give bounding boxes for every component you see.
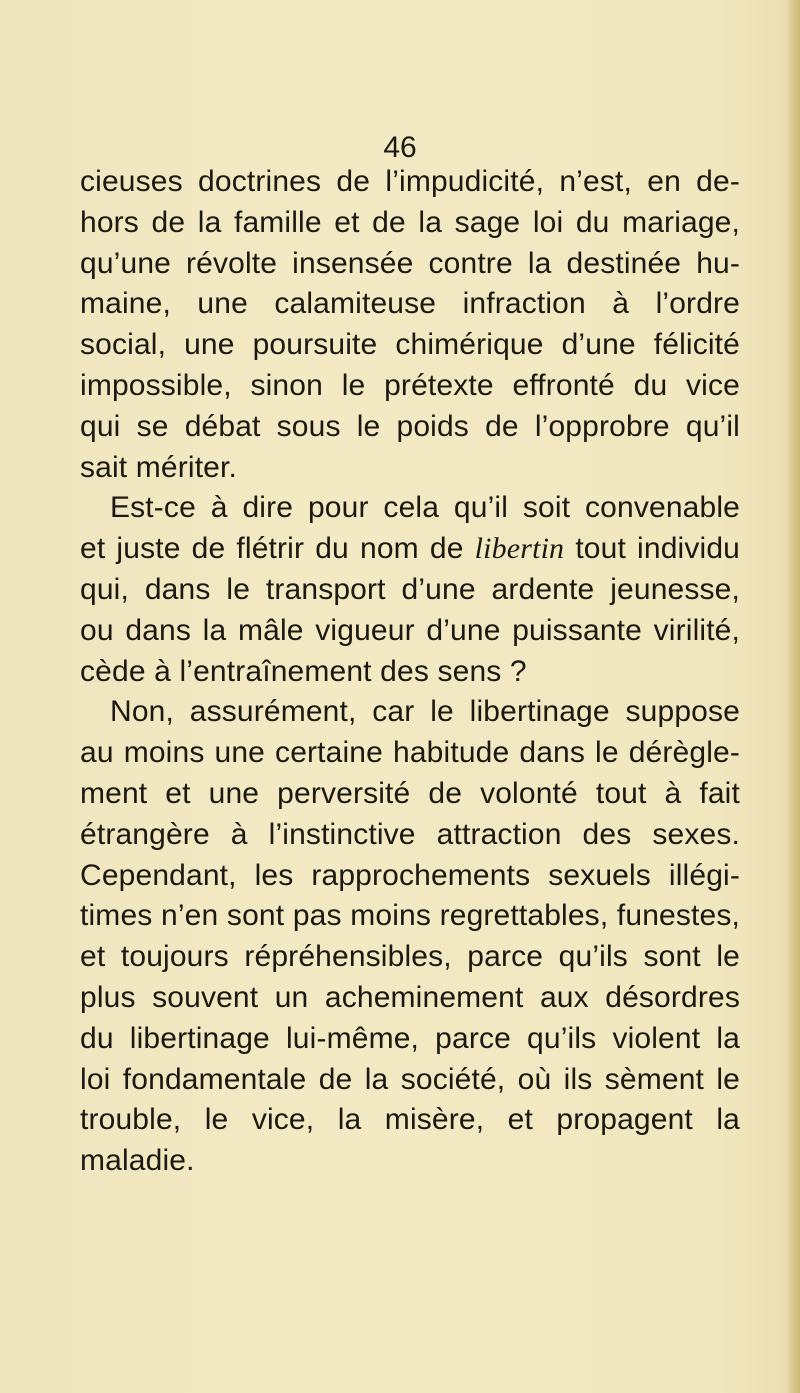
- text-line: ment et une perversité de volonté tout à fait: [80, 776, 740, 810]
- page-edge-shadow: [786, 0, 800, 1393]
- text-line: qui, dans le transport d’une ardente jeunesse,: [80, 572, 740, 606]
- text-line-with-italic: [80, 529, 740, 570]
- italic-word: libertin: [474, 532, 565, 566]
- text-segment: tout individu: [575, 532, 740, 566]
- text-line: trouble, le vice, la misère, et propagent la: [80, 1103, 740, 1137]
- text-line: et toujours répréhensibles, parce qu’ils sont le: [80, 940, 740, 974]
- text-line: étrangère à l’instinctive attraction des sexes.: [80, 817, 740, 851]
- text-line: qui se débat sous le poids de l’opprobre qu’il: [80, 409, 740, 443]
- text-line: cède à l’entraînement des sens ?: [80, 654, 527, 688]
- text-line: social, une poursuite chimérique d’une félicité: [80, 328, 740, 362]
- text-line: maladie.: [80, 1144, 195, 1178]
- text-line: ou dans la mâle vigueur d’une puissante virilité,: [80, 613, 740, 647]
- text-line: impossible, sinon le prétexte effronté du vice: [80, 368, 740, 402]
- text-segment: et juste de flétrir du nom de: [80, 532, 464, 566]
- body-text: [80, 162, 740, 1182]
- text-line: Est-ce à dire pour cela qu’il soit convenable: [110, 491, 740, 525]
- text-line: du libertinage lui-même, parce qu’ils violent la: [80, 1021, 740, 1055]
- text-line: Non, assurément, car le libertinage suppose: [110, 695, 740, 729]
- text-line: Cependant, les rapprochements sexuels illégi-: [80, 858, 740, 892]
- text-line: plus souvent un acheminement aux désordres: [80, 980, 740, 1014]
- text-line: au moins une certaine habitude dans le dérègle-: [80, 736, 740, 770]
- page-number: 46: [383, 131, 417, 164]
- text-line: qu’une révolte insensée contre la destinée hu-: [80, 246, 740, 280]
- text-line: hors de la famille et de la sage loi du mariage,: [80, 205, 740, 239]
- text-line: sait mériter.: [80, 450, 237, 484]
- text-line: maine, une calamiteuse infraction à l’ordre: [80, 287, 740, 321]
- text-line: loi fondamentale de la société, où ils sèment le: [80, 1062, 740, 1096]
- text-line: times n’en sont pas moins regrettables, funestes,: [80, 899, 740, 933]
- text-line: cieuses doctrines de l’impudicité, n’est, en de-: [80, 165, 740, 198]
